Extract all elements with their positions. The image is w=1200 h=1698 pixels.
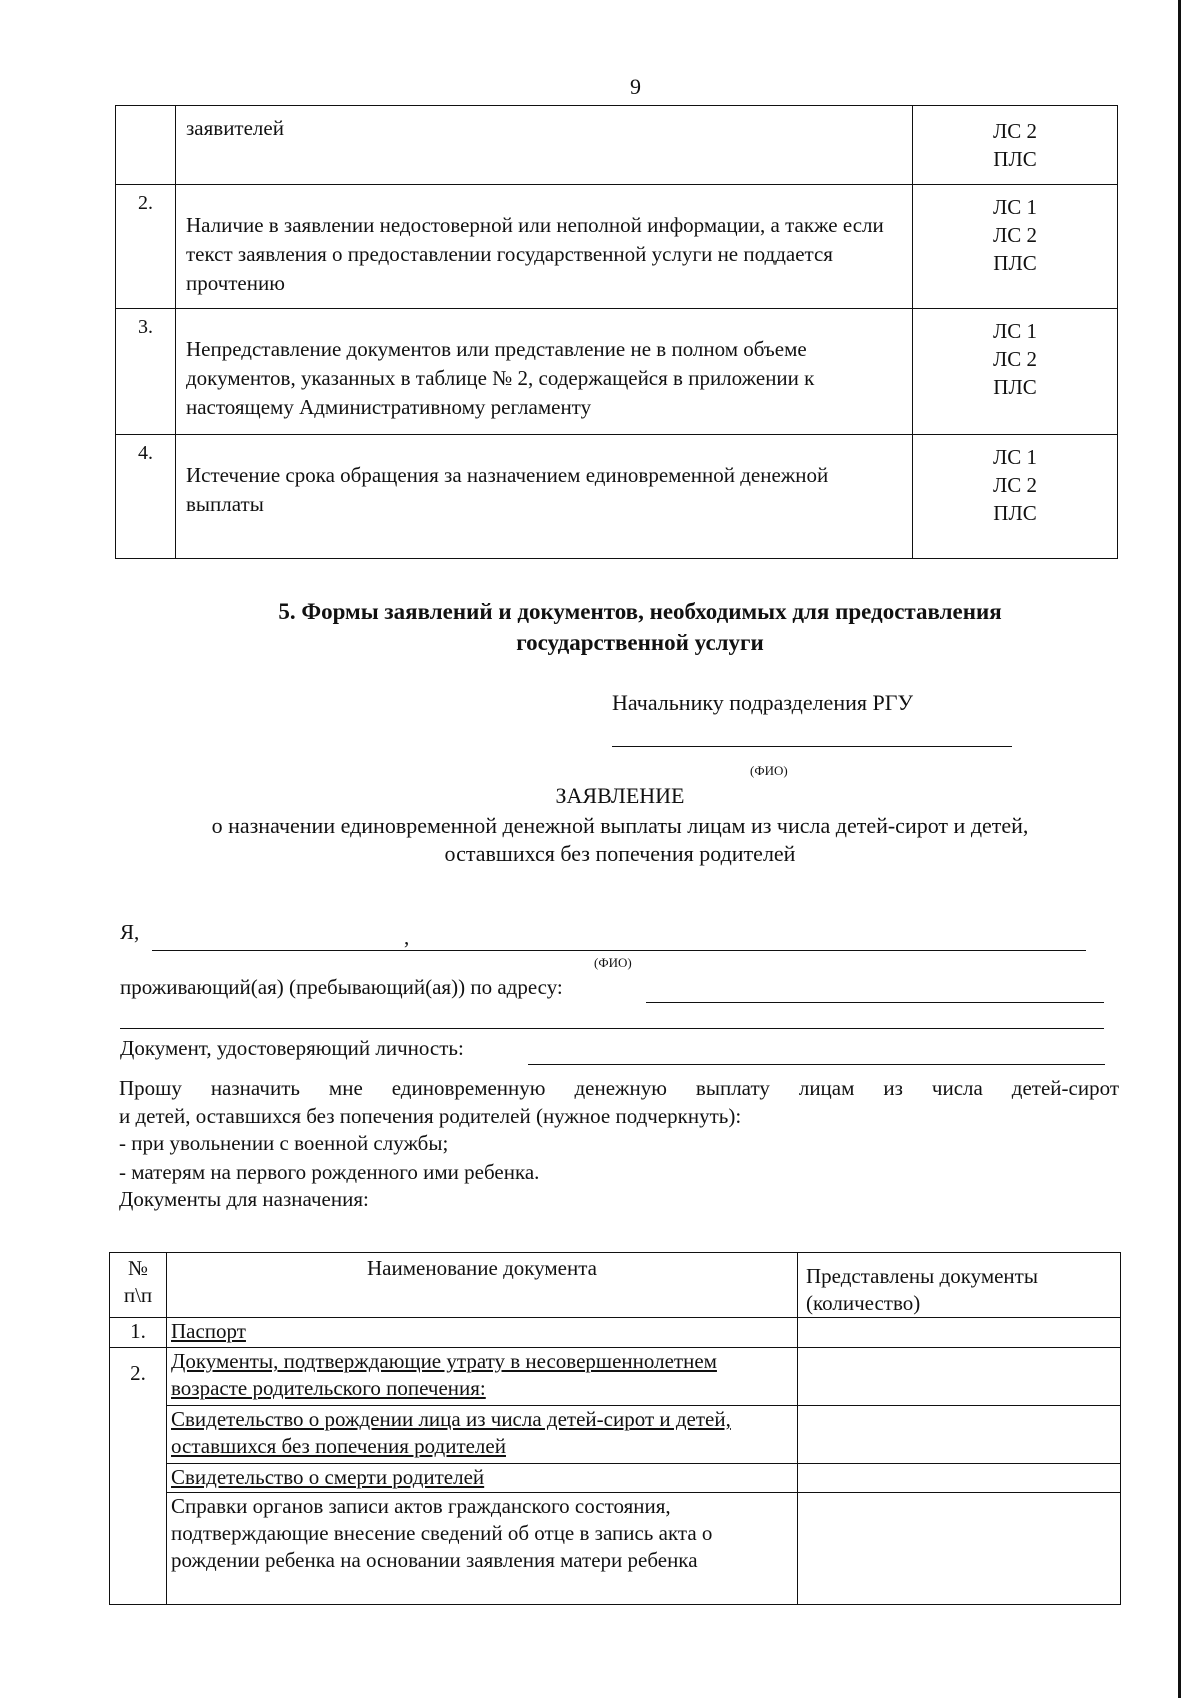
header-name: Наименование документа <box>167 1253 798 1318</box>
row-number: 2. <box>110 1348 167 1605</box>
request-text: Прошу назначить мне единовременную денежную выплату лицам из числа детей-сирот <box>119 1076 1119 1100</box>
fio-signature-line <box>612 746 1012 747</box>
address-fill-line <box>646 1002 1104 1003</box>
row-reason: Наличие в заявлении недостоверной или неполной информации, а также если текст заявления о предоставлении государственной услуги не поддается прочтению <box>176 185 913 309</box>
page-number: 9 <box>630 74 641 99</box>
header-num <box>110 1253 167 1318</box>
row-number: 4. <box>116 435 176 559</box>
statement-subtitle: оставшихся без попечения родителей <box>444 841 796 866</box>
section-title-line: 5. Формы заявлений и документов, необходимых для предоставления <box>278 599 1002 624</box>
table-header-row <box>110 1253 1121 1318</box>
table-row <box>116 106 1118 185</box>
table-row <box>110 1348 1121 1406</box>
document-name: Свидетельство о смерти родителей <box>167 1464 798 1493</box>
code: ЛС 2 <box>993 119 1037 143</box>
option-item: - при увольнении с военной службы; <box>119 1131 449 1155</box>
id-document-fill-line <box>528 1064 1105 1065</box>
section-title-line: государственной услуги <box>516 630 764 655</box>
row-codes <box>913 106 1118 185</box>
row-number: 2. <box>116 185 176 309</box>
document-name: Свидетельство о рождении лица из числа детей-сирот и детей, оставшихся без попечения родителей <box>167 1406 798 1464</box>
document-count <box>798 1348 1121 1406</box>
fio-fill-line <box>152 950 1086 951</box>
row-number <box>116 106 176 185</box>
comma: , <box>404 925 410 949</box>
row-codes <box>913 185 1118 309</box>
id-document-label: Документ, удостоверяющий личность: <box>120 1036 464 1060</box>
document-name: Справки органов записи актов гражданского состояния, подтверждающие внесение сведений об отце в запись акта о рождении ребенка на основании заявления матери ребенка <box>167 1493 798 1605</box>
row-reason: заявителей <box>176 106 913 185</box>
code: ПЛС <box>993 375 1037 399</box>
header-count <box>798 1253 1121 1318</box>
statement-subtitle: о назначении единовременной денежной выплаты лицам из числа детей-сирот и детей, <box>211 813 1029 838</box>
statement-title: ЗАЯВЛЕНИЕ <box>555 783 685 808</box>
request-text: и детей, оставшихся без попечения родителей (нужное подчеркнуть): <box>119 1104 742 1128</box>
code: ЛС 1 <box>993 445 1037 469</box>
row-reason: Истечение срока обращения за назначением единовременной денежной выплаты <box>176 435 913 559</box>
row-codes <box>913 435 1118 559</box>
documents-label: Документы для назначения: <box>119 1187 369 1211</box>
header-num-text: № <box>127 1256 149 1280</box>
code: ЛС 2 <box>993 223 1037 247</box>
reasons-table <box>115 105 1118 559</box>
ya-label: Я, <box>120 920 140 944</box>
document-name: Документы, подтверждающие утрату в несовершеннолетнем возрасте родительского попечения: <box>167 1348 798 1406</box>
table-row <box>110 1493 1121 1605</box>
row-number: 3. <box>116 309 176 435</box>
code: ЛС 2 <box>993 347 1037 371</box>
address-label: проживающий(ая) (пребывающий(ая)) по адресу: <box>120 975 563 999</box>
code: ЛС 1 <box>993 319 1037 343</box>
header-count-text: (количество) <box>806 1291 921 1315</box>
table-row <box>116 185 1118 309</box>
document-name: Паспорт <box>167 1318 798 1348</box>
code: ПЛС <box>993 251 1037 275</box>
table-row <box>110 1318 1121 1348</box>
row-reason: Непредставление документов или представление не в полном объеме документов, указанных в таблице № 2, содержащейся в приложении к настоящему Административному регламенту <box>176 309 913 435</box>
address-fill-line <box>120 1028 1104 1029</box>
document-count <box>798 1318 1121 1348</box>
fio-caption: (ФИО) <box>594 955 632 970</box>
section-title <box>0 596 1200 658</box>
header-count-text: Представлены документы <box>806 1264 1038 1288</box>
code: ПЛС <box>993 147 1037 171</box>
document-count <box>798 1464 1121 1493</box>
table-row <box>110 1464 1121 1493</box>
fio-caption: (ФИО) <box>750 763 788 778</box>
addressee: Начальнику подразделения РГУ <box>612 690 914 715</box>
code: ПЛС <box>993 501 1037 525</box>
row-codes <box>913 309 1118 435</box>
document-count <box>798 1406 1121 1464</box>
header-num-text: п\п <box>123 1283 153 1307</box>
code: ЛС 1 <box>993 195 1037 219</box>
documents-table <box>109 1252 1121 1605</box>
table-row <box>110 1406 1121 1464</box>
code: ЛС 2 <box>993 473 1037 497</box>
table-row <box>116 309 1118 435</box>
option-item: - матерям на первого рожденного ими ребенка. <box>119 1160 540 1184</box>
table-row <box>116 435 1118 559</box>
document-count <box>798 1493 1121 1605</box>
row-number: 1. <box>110 1318 167 1348</box>
